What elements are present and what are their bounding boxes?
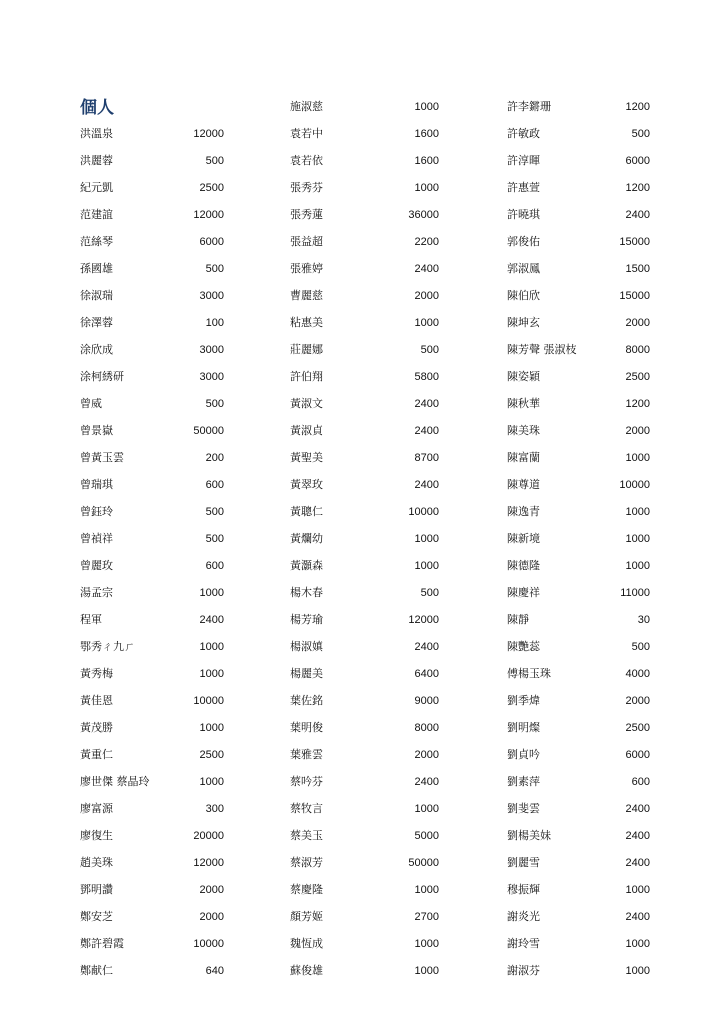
donor-name: 湯孟宗 (80, 586, 113, 599)
donor-name: 郭俊佑 (507, 235, 540, 248)
donor-name: 陳靜 (507, 613, 529, 626)
donation-amount: 2000 (625, 695, 650, 707)
donation-amount: 10000 (408, 506, 439, 518)
donor-name: 魏恆成 (290, 937, 323, 950)
donation-amount: 1200 (625, 182, 650, 194)
donation-amount: 12000 (193, 857, 224, 869)
donor-name: 謝炎光 (507, 910, 540, 923)
donation-amount: 500 (631, 641, 650, 653)
donor-name: 郭淑鳳 (507, 262, 540, 275)
donor-name: 陳德隆 (507, 559, 540, 572)
donor-name: 廖世傑 蔡晶玲 (80, 775, 150, 788)
donor-name: 謝淑芬 (507, 964, 540, 977)
donation-amount: 1000 (625, 938, 650, 950)
donor-name: 洪麗蓉 (80, 154, 113, 167)
donation-amount: 6000 (625, 749, 650, 761)
donation-amount: 10000 (619, 479, 650, 491)
donation-amount: 500 (205, 506, 224, 518)
donor-name: 蔡美玉 (290, 829, 323, 842)
donation-amount: 2400 (625, 857, 650, 869)
donation-amount: 15000 (619, 236, 650, 248)
donor-name: 許惠萱 (507, 181, 540, 194)
donation-amount: 20000 (193, 830, 224, 842)
donation-amount: 2500 (199, 749, 224, 761)
donor-name: 范建誼 (80, 208, 113, 221)
donation-amount: 500 (205, 533, 224, 545)
donor-name: 葉雅雲 (290, 748, 323, 761)
donor-name: 穆振輝 (507, 883, 540, 896)
donation-amount: 500 (205, 155, 224, 167)
donation-amount: 2000 (414, 290, 439, 302)
donation-amount: 600 (205, 479, 224, 491)
donation-amount: 1000 (199, 641, 224, 653)
donation-amount: 3000 (199, 344, 224, 356)
donation-amount: 2700 (414, 911, 439, 923)
donation-amount: 2400 (625, 830, 650, 842)
donor-name: 楊木春 (290, 586, 323, 599)
donor-name: 陳姿穎 (507, 370, 540, 383)
donor-name: 曾禎祥 (80, 532, 113, 545)
donation-amount: 640 (205, 965, 224, 977)
donor-name: 程軍 (80, 613, 102, 626)
donor-name: 蔡淑芳 (290, 856, 323, 869)
donation-amount: 1000 (414, 884, 439, 896)
donor-name: 張秀蓮 (290, 208, 323, 221)
donation-amount: 36000 (408, 209, 439, 221)
donor-name: 鄭許碧霞 (80, 937, 124, 950)
donor-name: 袁若中 (290, 127, 323, 140)
donor-name: 涂柯綉研 (80, 370, 124, 383)
donation-amount: 2400 (625, 209, 650, 221)
donation-amount: 50000 (408, 857, 439, 869)
donation-amount: 6000 (625, 155, 650, 167)
donation-amount: 1500 (625, 263, 650, 275)
donation-amount: 4000 (625, 668, 650, 680)
donor-name: 曾威 (80, 397, 102, 410)
donor-name: 黃佳恩 (80, 694, 113, 707)
donor-name: 陳尊道 (507, 478, 540, 491)
donor-name: 紀元凱 (80, 181, 113, 194)
donation-amount: 15000 (619, 290, 650, 302)
donation-amount: 2400 (625, 803, 650, 815)
donor-name: 陳逸青 (507, 505, 540, 518)
donation-amount: 1600 (414, 128, 439, 140)
donor-name: 袁若依 (290, 154, 323, 167)
donor-name: 黃爛幼 (290, 532, 323, 545)
donor-name: 張益超 (290, 235, 323, 248)
donation-amount: 1000 (199, 722, 224, 734)
donation-amount: 500 (205, 263, 224, 275)
donor-name: 鄂秀ㄔ九ㄏ (80, 640, 135, 653)
donor-name: 黃翠玫 (290, 478, 323, 491)
donation-amount: 5800 (414, 371, 439, 383)
donation-amount: 10000 (193, 938, 224, 950)
donation-amount: 3000 (199, 371, 224, 383)
donor-name: 蔡吟芬 (290, 775, 323, 788)
donation-amount: 11000 (620, 587, 650, 599)
donor-name: 廖富源 (80, 802, 113, 815)
donation-amount: 1000 (414, 533, 439, 545)
donor-name: 黃重仁 (80, 748, 113, 761)
donation-amount: 5000 (414, 830, 439, 842)
donation-amount: 3000 (199, 290, 224, 302)
donation-amount: 1000 (414, 803, 439, 815)
donation-amount: 9000 (414, 695, 439, 707)
donation-amount: 2000 (199, 911, 224, 923)
donor-name: 曾瑞琪 (80, 478, 113, 491)
donation-amount: 1000 (625, 884, 650, 896)
donor-name: 莊麗娜 (290, 343, 323, 356)
donation-amount: 300 (205, 803, 224, 815)
donor-name: 劉斐雲 (507, 802, 540, 815)
donation-amount: 500 (631, 128, 650, 140)
donation-amount: 1000 (414, 965, 439, 977)
donation-amount: 2400 (625, 911, 650, 923)
donor-name: 曹麗慈 (290, 289, 323, 302)
donor-name: 孫國雄 (80, 262, 113, 275)
donation-amount: 2400 (414, 776, 439, 788)
donor-name: 蘇俊雄 (290, 964, 323, 977)
donor-name: 楊芳瑜 (290, 613, 323, 626)
donation-amount: 1200 (625, 398, 650, 410)
donor-name: 劉麗雪 (507, 856, 540, 869)
donation-amount: 6400 (414, 668, 439, 680)
donation-amount: 2400 (199, 614, 224, 626)
donor-name: 粘惠美 (290, 316, 323, 329)
donor-name: 楊麗美 (290, 667, 323, 680)
donation-amount: 100 (205, 317, 224, 329)
donation-amount: 6000 (199, 236, 224, 248)
donor-name: 傅楊玉珠 (507, 667, 551, 680)
donor-name: 徐澤蓉 (80, 316, 113, 329)
donor-name: 鄧明讚 (80, 883, 113, 896)
donor-name: 洪溫泉 (80, 127, 113, 140)
donor-name: 陳坤玄 (507, 316, 540, 329)
donation-amount: 2500 (625, 722, 650, 734)
donor-name: 黃聰仁 (290, 505, 323, 518)
donor-name: 許曉琪 (507, 208, 540, 221)
donor-name: 曾黃玉雲 (80, 451, 124, 464)
donor-name: 陳美珠 (507, 424, 540, 437)
donor-name: 黃秀梅 (80, 667, 113, 680)
donation-amount: 1000 (414, 101, 439, 113)
donor-name: 施淑慈 (290, 100, 323, 113)
donation-amount: 1000 (199, 587, 224, 599)
donation-amount: 30 (637, 614, 650, 626)
donor-name: 黃聖美 (290, 451, 323, 464)
donor-name: 許淳暉 (507, 154, 540, 167)
donor-name: 謝玲雪 (507, 937, 540, 950)
donation-amount: 500 (205, 398, 224, 410)
donation-amount: 1000 (625, 506, 650, 518)
donor-name: 葉明俊 (290, 721, 323, 734)
donor-name: 陳秋華 (507, 397, 540, 410)
donor-name: 陳芳聲 張淑枝 (507, 343, 577, 356)
donor-name: 趙美珠 (80, 856, 113, 869)
donor-name: 曾景嶽 (80, 424, 113, 437)
donation-amount: 1000 (199, 668, 224, 680)
donation-amount: 2400 (414, 479, 439, 491)
donor-name: 鄭安芝 (80, 910, 113, 923)
donor-name: 張秀芬 (290, 181, 323, 194)
donation-amount: 8000 (625, 344, 650, 356)
donor-name: 黃淑貞 (290, 424, 323, 437)
donation-amount: 50000 (193, 425, 224, 437)
donation-amount: 1600 (414, 155, 439, 167)
donor-name: 葉佐銘 (290, 694, 323, 707)
donation-amount: 2400 (414, 263, 439, 275)
donor-name: 陳新境 (507, 532, 540, 545)
donation-amount: 8700 (414, 452, 439, 464)
donation-amount: 8000 (414, 722, 439, 734)
donation-amount: 2000 (625, 425, 650, 437)
donation-amount: 1000 (414, 317, 439, 329)
donation-amount: 1200 (625, 101, 650, 113)
donation-amount: 1000 (625, 560, 650, 572)
donor-name: 許敏政 (507, 127, 540, 140)
donation-amount: 10000 (193, 695, 224, 707)
donor-name: 曾麗玫 (80, 559, 113, 572)
donor-name: 黃淑文 (290, 397, 323, 410)
donor-name: 涂欣成 (80, 343, 113, 356)
donation-amount: 2000 (199, 884, 224, 896)
donor-name: 徐淑瑞 (80, 289, 113, 302)
donation-amount: 12000 (408, 614, 439, 626)
donor-name: 劉貞吟 (507, 748, 540, 761)
donor-name: 劉明燦 (507, 721, 540, 734)
donor-name: 陳伯欣 (507, 289, 540, 302)
donation-amount: 1000 (414, 938, 439, 950)
page-title: 個人 (80, 98, 114, 118)
donation-amount: 200 (205, 452, 224, 464)
donor-name: 張雅婷 (290, 262, 323, 275)
donation-amount: 1000 (625, 452, 650, 464)
donation-amount: 500 (420, 587, 439, 599)
donation-amount: 12000 (193, 209, 224, 221)
donation-amount: 2000 (414, 749, 439, 761)
donor-name: 廖復生 (80, 829, 113, 842)
donor-name: 劉季煒 (507, 694, 540, 707)
donation-amount: 600 (205, 560, 224, 572)
donor-name: 黃灝森 (290, 559, 323, 572)
donor-name: 陳慶祥 (507, 586, 540, 599)
donor-name: 許伯翔 (290, 370, 323, 383)
donor-name: 許李鏘珊 (507, 100, 551, 113)
donor-name: 蔡慶隆 (290, 883, 323, 896)
donation-amount: 2400 (414, 398, 439, 410)
donation-amount: 600 (631, 776, 650, 788)
donation-amount: 2200 (414, 236, 439, 248)
donation-amount: 1000 (199, 776, 224, 788)
donor-name: 曾鈺玲 (80, 505, 113, 518)
donor-name: 劉素萍 (507, 775, 540, 788)
donor-name: 楊淑嫃 (290, 640, 323, 653)
donor-name: 顏芳姬 (290, 910, 323, 923)
donation-amount: 2500 (625, 371, 650, 383)
donation-amount: 2400 (414, 425, 439, 437)
donation-amount: 1000 (625, 533, 650, 545)
donor-name: 陳艷蕊 (507, 640, 540, 653)
donor-name: 劉楊美妹 (507, 829, 551, 842)
donor-name: 蔡牧言 (290, 802, 323, 815)
donor-name: 范絲琴 (80, 235, 113, 248)
donation-amount: 500 (420, 344, 439, 356)
donation-amount: 1000 (414, 182, 439, 194)
donation-amount: 2400 (414, 641, 439, 653)
donor-name: 陳富蘭 (507, 451, 540, 464)
donation-amount: 2500 (199, 182, 224, 194)
donation-amount: 1000 (414, 560, 439, 572)
donation-amount: 12000 (193, 128, 224, 140)
donation-amount: 1000 (625, 965, 650, 977)
donor-name: 黃茂勝 (80, 721, 113, 734)
donor-name: 鄭献仁 (80, 964, 113, 977)
donation-amount: 2000 (625, 317, 650, 329)
